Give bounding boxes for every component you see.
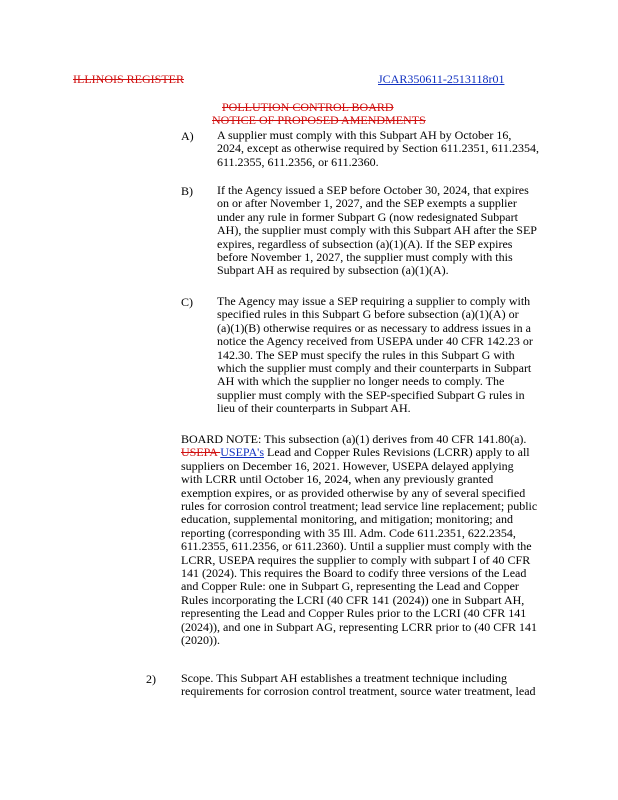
text-line: notice the Agency received from USEPA under 40 CFR 142.23 or — [217, 334, 533, 349]
inserted-text: USEPA's — [220, 445, 264, 460]
agency-title: POLLUTION CONTROL BOARD — [222, 100, 394, 114]
text-line: reporting (corresponding with 35 Ill. Adm. Code 611.2351, 622.2354, — [181, 525, 516, 540]
text-line: A supplier must comply with this Subpart AH by October 16, — [217, 128, 512, 142]
text-line: representing the Lead and Copper Rules prior to the LCRI (40 CFR 141 — [181, 606, 527, 621]
text-line: and Copper Rule: one in Subpart G, representing the Lead and Copper — [181, 579, 519, 594]
text-line — [181, 446, 537, 459]
text-line: 142.30. The SEP must specify the rules in this Subpart G with — [217, 347, 515, 362]
text-line: requirements for corrosion control treatment, source water treatment, lead — [181, 684, 536, 699]
text-line: lieu of their counterparts in Subpart AH. — [217, 401, 411, 416]
text-line: Rules incorporating the LCRI (40 CFR 141 (2024)) one in Subpart AH, — [181, 592, 525, 607]
text-line: supplier must comply with the SEP-specified Subpart G rules in — [217, 387, 525, 402]
item-c-text — [217, 295, 533, 416]
text-line: AH), the supplier must comply with this Subpart AH after the SEP — [217, 223, 537, 238]
text-line: education, supplemental monitoring, and mitigation; monitoring; and — [181, 512, 513, 527]
text-line: (2020)). — [181, 633, 220, 648]
item-a-text — [217, 129, 539, 169]
text-line: (a)(1)(B) otherwise requires or as necessary to address issues in a — [217, 320, 531, 335]
text-line: If the Agency issued a SEP before October 30, 2024, that expires — [217, 183, 529, 197]
text-line: 141 (2024). This requires the Board to codify three versions of the Lead — [181, 566, 527, 581]
text-line: before November 1, 2027, the supplier must comply with this — [217, 250, 513, 265]
text-line: LCRR, USEPA requires the supplier to comply with subpart I of 40 CFR — [181, 552, 531, 567]
text-line: BOARD NOTE: This subsection (a)(1) derives from 40 CFR 141.80(a). — [181, 432, 527, 446]
item-2-text — [181, 672, 536, 699]
text-line: which the supplier must comply and their counterparts in Subpart — [217, 361, 532, 376]
text-line: (2024)), and one in Subpart AG, representing LCRR prior to (40 CFR 141 — [181, 619, 537, 634]
text-line: AH with which the supplier no longer needs to comply. The — [217, 374, 505, 389]
text-line: on or after November 1, 2027, and the SEP exempts a supplier — [217, 196, 517, 211]
text-line: with LCRR until October 16, 2024, when any previously granted — [181, 472, 494, 487]
register-header: ILLINOIS REGISTER — [73, 72, 184, 86]
deleted-text: USEPA — [181, 445, 221, 460]
item-c-label: C) — [181, 295, 193, 309]
item-a-label: A) — [181, 129, 194, 143]
text-line: under any rule in former Subpart G (now redesignated Subpart — [217, 209, 518, 224]
text-line: 2024, except as otherwise required by Section 611.2351, 611.2354, — [217, 141, 540, 156]
text-line: Scope. This Subpart AH establishes a treatment technique including — [181, 671, 508, 685]
item-2-label: 2) — [146, 672, 156, 686]
notice-title: NOTICE OF PROPOSED AMENDMENTS — [212, 113, 426, 127]
text-line: 611.2355, 611.2356, or 611.2360. — [217, 154, 379, 169]
text-line: suppliers on December 16, 2021. However, USEPA delayed applying — [181, 458, 514, 473]
document-id: JCAR350611-2513118r01 — [378, 72, 505, 86]
item-b-label: B) — [181, 184, 193, 198]
text-line: Subpart AH as required by subsection (a)(1)(A). — [217, 263, 449, 278]
text-line: rules for corrosion control treatment; lead service line replacement; public — [181, 499, 538, 514]
text-line: 611.2355, 611.2356, or 611.2360). Until a supplier must comply with the — [181, 539, 532, 554]
text-run: Lead and Copper Rules Revisions (LCRR) apply to all — [264, 445, 530, 460]
item-b-text — [217, 184, 537, 278]
board-note — [181, 433, 537, 648]
text-line: expires, regardless of subsection (a)(1)(A). If the SEP expires — [217, 236, 513, 251]
text-line: exemption expires, or as provided otherwise by any of several specified — [181, 485, 526, 500]
text-line: specified rules in this Subpart G before subsection (a)(1)(A) or — [217, 307, 519, 322]
text-line: The Agency may issue a SEP requiring a supplier to comply with — [217, 294, 531, 308]
